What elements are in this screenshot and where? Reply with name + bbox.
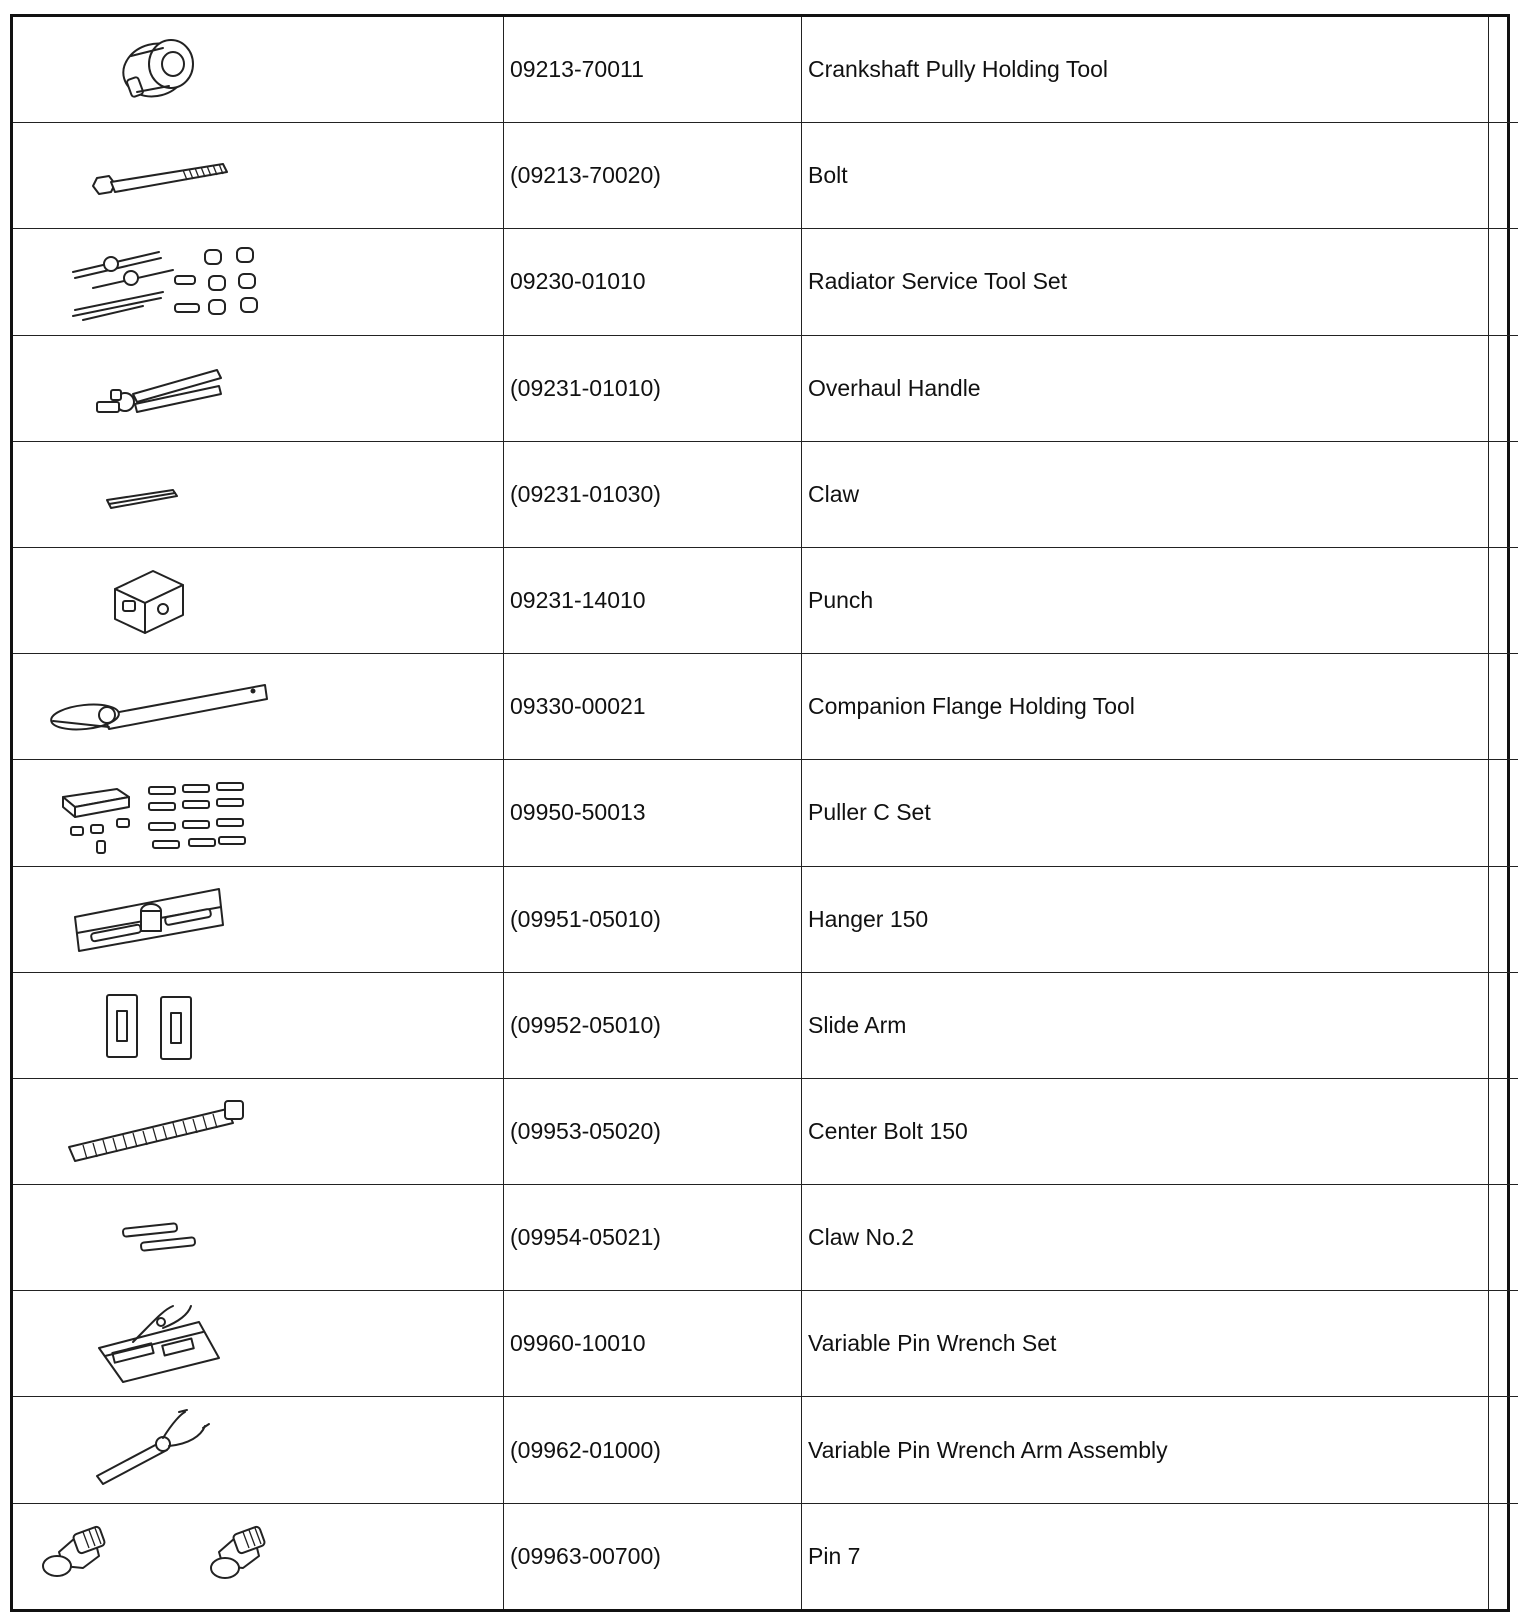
check-cell (1489, 335, 1519, 441)
tool-name: Pin 7 (802, 1503, 1489, 1609)
tool-image-cell (13, 335, 504, 441)
check-cell (1489, 547, 1519, 653)
special-tools-table (10, 14, 1510, 1612)
part-number: (09952-05010) (504, 972, 802, 1078)
tool-name: Center Bolt 150 (802, 1078, 1489, 1184)
tool-name: Puller C Set (802, 760, 1489, 866)
hanger-icon (13, 867, 503, 971)
part-number: (09953-05020) (504, 1078, 802, 1184)
tool-image-cell (13, 17, 504, 123)
overhaul-handle-icon (13, 336, 503, 440)
tool-image-cell (13, 1397, 504, 1503)
table-row (13, 866, 1518, 972)
check-cell (1489, 1503, 1519, 1609)
tool-image-cell (13, 1078, 504, 1184)
table-row (13, 1291, 1518, 1397)
part-number: (09951-05010) (504, 866, 802, 972)
slide-arm-icon (13, 973, 503, 1077)
tool-name: Hanger 150 (802, 866, 1489, 972)
tool-name: Variable Pin Wrench Set (802, 1291, 1489, 1397)
check-cell (1489, 866, 1519, 972)
table-row (13, 760, 1518, 866)
part-number: 09230-01010 (504, 229, 802, 335)
part-number: 09213-70011 (504, 17, 802, 123)
crankshaft-pulley-holder-icon (13, 18, 503, 122)
tool-image-cell (13, 123, 504, 229)
tool-image-cell (13, 1503, 504, 1609)
check-cell (1489, 1078, 1519, 1184)
tool-name: Punch (802, 547, 1489, 653)
part-number: 09950-50013 (504, 760, 802, 866)
table-row (13, 547, 1518, 653)
table-row (13, 17, 1518, 123)
tool-image-cell (13, 1185, 504, 1291)
tool-image-cell (13, 866, 504, 972)
bolt-icon (13, 124, 503, 228)
claw-no2-icon (13, 1186, 503, 1290)
part-number: 09960-10010 (504, 1291, 802, 1397)
table-row (13, 1078, 1518, 1184)
tool-name: Slide Arm (802, 972, 1489, 1078)
center-bolt-icon (13, 1079, 503, 1183)
tool-name: Overhaul Handle (802, 335, 1489, 441)
pin-icon (13, 1504, 503, 1608)
part-number: (09962-01000) (504, 1397, 802, 1503)
tool-name: Bolt (802, 123, 1489, 229)
tool-image-cell (13, 760, 504, 866)
tools-table (13, 17, 1518, 1609)
table-row (13, 972, 1518, 1078)
tool-name: Claw (802, 441, 1489, 547)
part-number: 09330-00021 (504, 654, 802, 760)
tool-name: Crankshaft Pully Holding Tool (802, 17, 1489, 123)
table-row (13, 335, 1518, 441)
table-row (13, 654, 1518, 760)
tool-image-cell (13, 547, 504, 653)
part-number: 09231-14010 (504, 547, 802, 653)
table-row (13, 1503, 1518, 1609)
table-row (13, 1185, 1518, 1291)
puller-set-icon (13, 761, 503, 865)
table-row (13, 229, 1518, 335)
check-cell (1489, 1185, 1519, 1291)
radiator-tool-set-icon (13, 230, 503, 334)
part-number: (09954-05021) (504, 1185, 802, 1291)
claw-icon (13, 442, 503, 546)
table-row (13, 123, 1518, 229)
check-cell (1489, 1291, 1519, 1397)
tool-name: Radiator Service Tool Set (802, 229, 1489, 335)
part-number: (09231-01030) (504, 441, 802, 547)
check-cell (1489, 229, 1519, 335)
tool-image-cell (13, 229, 504, 335)
flange-holding-tool-icon (13, 655, 503, 759)
check-cell (1489, 123, 1519, 229)
tool-name: Claw No.2 (802, 1185, 1489, 1291)
tool-image-cell (13, 972, 504, 1078)
check-cell (1489, 972, 1519, 1078)
tool-name: Variable Pin Wrench Arm Assembly (802, 1397, 1489, 1503)
part-number: (09963-00700) (504, 1503, 802, 1609)
check-cell (1489, 654, 1519, 760)
punch-icon (13, 549, 503, 653)
pin-wrench-set-icon (13, 1292, 503, 1396)
pin-wrench-arm-icon (13, 1398, 503, 1502)
check-cell (1489, 1397, 1519, 1503)
tool-image-cell (13, 654, 504, 760)
check-cell (1489, 760, 1519, 866)
check-cell (1489, 17, 1519, 123)
tool-name: Companion Flange Holding Tool (802, 654, 1489, 760)
tool-image-cell (13, 1291, 504, 1397)
check-cell (1489, 441, 1519, 547)
part-number: (09213-70020) (504, 123, 802, 229)
table-row (13, 441, 1518, 547)
part-number: (09231-01010) (504, 335, 802, 441)
table-row (13, 1397, 1518, 1503)
tool-image-cell (13, 441, 504, 547)
